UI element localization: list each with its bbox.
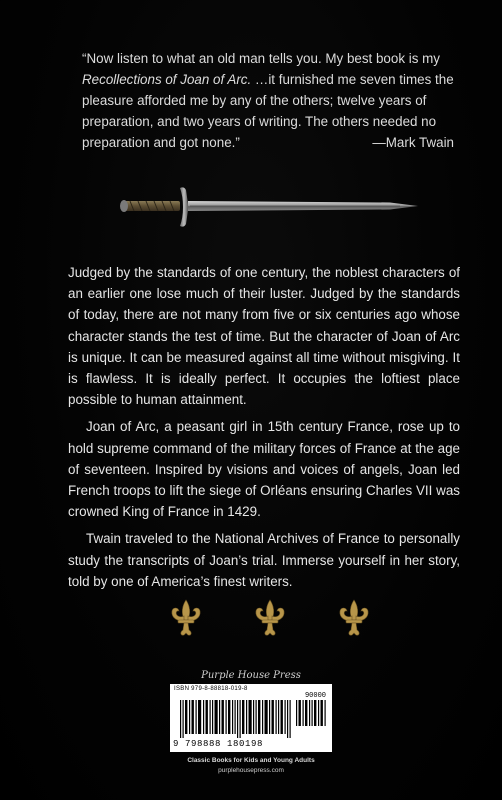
- publisher-name: Purple House Press: [201, 670, 301, 681]
- sword-icon: [120, 180, 420, 234]
- publisher-tagline: Classic Books for Kids and Young Adults: [187, 757, 315, 764]
- quote-text-start: “Now listen to what an old man tells you. My best book is my: [82, 51, 440, 66]
- barcode-bars: [178, 694, 328, 738]
- description-paragraph-2: Joan of Arc, a peasant girl in 15th century France, rose up to hold supreme command of the military forces of France at the age of seventeen. Inspired by visions and voices of angels, Joan led French troops to lift the siege of Orléans ensuring Charles VII was crowned King of France in 1429.: [68, 419, 460, 520]
- description-paragraph-3: Twain traveled to the National Archives of France to personally study the transcripts of Joan’s trial. Immerse yourself in her story, told by one of America’s finest writers.: [68, 531, 460, 589]
- publisher-website: purplehousepress.com: [218, 767, 284, 774]
- price-code: 90000: [304, 692, 326, 700]
- description-paragraph-1: Judged by the standards of one century, the noblest characters of an earlier one lose much of their luster. Judged by the standards of today, there are not many from five or six centuries ago whose character stands the test of time. But the character of Joan of Arc is unique. It can be measured against all time without misgiving. It is flawless. It is ideally perfect. It occupies the loftiest place possible to human attainment.: [68, 265, 460, 408]
- quote-text-end: …it furnished me seven times the pleasure afforded me by any of the others; twelve years of preparation, and two years of writing. The others needed no preparation and got none.”: [82, 72, 454, 150]
- fleur-de-lis-icon: [168, 598, 204, 640]
- book-description: [68, 262, 460, 598]
- quote-book-title: Recollections of Joan of Arc.: [82, 72, 252, 87]
- fleur-de-lis-icon: [252, 598, 288, 640]
- isbn-barcode: [170, 684, 332, 752]
- isbn-label: ISBN 979-8-88818-019-8: [174, 686, 248, 692]
- fleur-de-lis-icon: [336, 598, 372, 640]
- quote-attribution: —Mark Twain: [372, 135, 454, 150]
- ean-digits: 9 798888 180198: [173, 739, 264, 749]
- twain-quote: [82, 48, 454, 153]
- fleur-de-lis-row: [0, 598, 502, 642]
